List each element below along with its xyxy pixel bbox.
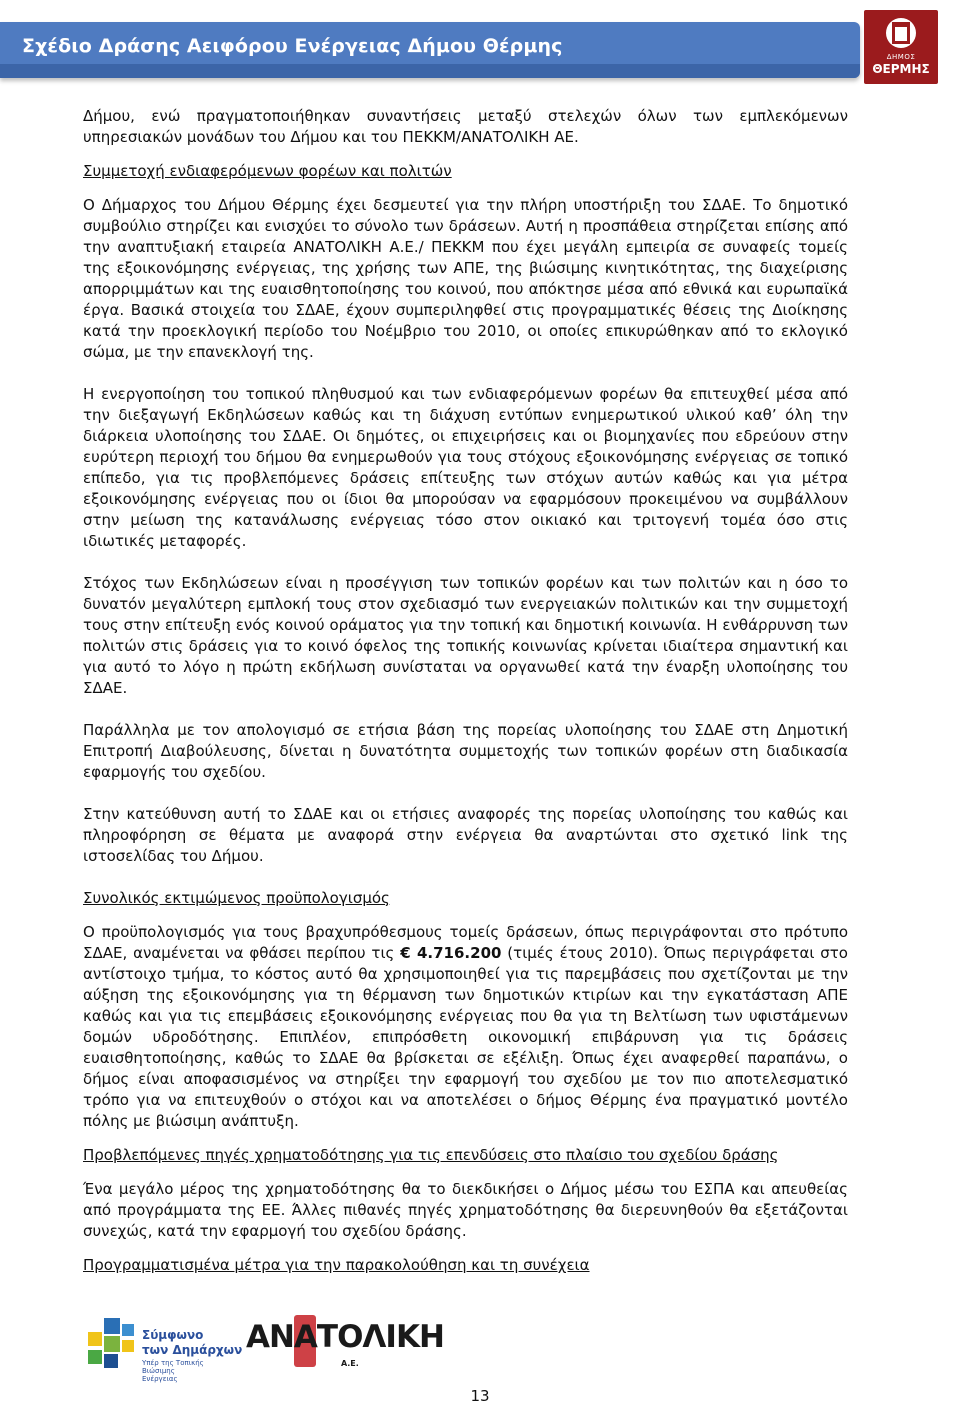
anatoliki-sub: Α.Ε. — [341, 1359, 359, 1368]
covenant-line1: Σύμφωνο — [142, 1328, 204, 1342]
heading-participation: Συμμετοχή ενδιαφερόμενων φορέων και πολιτών — [83, 162, 452, 180]
paragraph-mayor-part1: Ο Δήμαρχος του Δήμου Θέρμης έχει δεσμευτεί για την πλήρη υποστήριξη του ΣΔΑΕ. Το δημοτικό συμβούλιο στηρίζει και ενισχύει το σύνολο των δράσεων. Αυτή η προσπάθεια στηρίζεται επίσης από την αναπτυξιακή εταιρεία ΑΝΑΤΟΛΙΚΗ Α.Ε. — [83, 196, 848, 256]
covenant-grid-icon — [88, 1314, 138, 1374]
heading-budget: Συνολικός εκτιμώμενος προϋπολογισμός — [83, 889, 390, 907]
paragraph-budget-part1: Ο προϋπολογισμός για τους βραχυπρόθεσμους τομείς δράσεων, όπως περιγράφονται στο πρότυπο ΣΔΑΕ, αναμένεται να φθάσει περίπου τις — [83, 923, 848, 962]
covenant-of-mayors-logo — [88, 1310, 243, 1383]
heading-monitoring: Προγραμματισμένα μέτρα για την παρακολούθηση και τη συνέχεια — [83, 1256, 590, 1274]
paragraph-mayor — [83, 195, 848, 363]
document-title: Σχέδιο Δράσης Αειφόρου Ενέργειας Δήμου Θέρμης — [22, 35, 563, 57]
heading-funding: Προβλεπόμενες πηγές χρηματοδότησης για τις επενδύσεις στο πλαίσιο του σχεδίου δράσης — [83, 1146, 779, 1164]
paragraph-budget — [83, 922, 848, 1132]
budget-amount: € 4.716.200 — [400, 944, 502, 962]
document-body — [83, 106, 848, 1276]
paragraph-intro: Δήμου, ενώ πραγματοποιήθηκαν συναντήσεις μεταξύ στελεχών όλων των εμπλεκόμενων υπηρεσιακών μονάδων του Δήμου και του ΠΕΚΚΜ/ΑΝΑΤΟΛΙΚΗ ΑΕ. — [83, 107, 848, 146]
paragraph-parallel: Παράλληλα με τον απολογισμό σε ετήσια βάση της πορείας υλοποίησης του ΣΔΑΕ στη Δημοτική Επιτροπή Διαβούλευσης, δίνεται η δυνατότητα συμμετοχής των τοπικών φορέων στη διαδικασία εφαρμογής του σχεδίου. — [83, 721, 848, 781]
paragraph-activation: Η ενεργοποίηση του τοπικού πληθυσμού και των ενδιαφερόμενων φορέων θα επιτευχθεί μέσα από την διεξαγωγή Εκδηλώσεων καθώς και τη διάχυση εντύπων ενημερωτικού υλικού καθ’ όλη την διάρκεια υλοποίησης του ΣΔΑΕ. Οι δημότες, οι επιχειρήσεις και οι βιομηχανίες που εδρεύουν στην ευρύτερη περιοχή του δήμου θα ενημερωθούν για τους στόχους εξοικονόμησης ενέργειας σε τοπικό επίπεδο, για τις προβλεπόμενες δράσεις επίτευξης των στόχων αυτών καθώς και για μέτρα εξοικονόμησης ενέργειας που οι ίδιοι θα μπορούσαν να εφαρμόσουν προκειμένου να συμβάλλουν στην μείωση της κατανάλωσης ενέργειας τόσο στον οικιακό και τριτογενή τομέα όσο στις ιδιωτικές μεταφορές. — [83, 385, 848, 550]
header-bar — [0, 22, 860, 78]
logo-label-bottom: ΘΕΡΜΗΣ — [872, 62, 930, 76]
anatoliki-name: ΑΝΑΤΟΛΙΚΗ — [246, 1319, 444, 1355]
logo-mark-icon — [892, 22, 910, 44]
paragraph-goal: Στόχος των Εκδηλώσεων είναι η προσέγγιση των τοπικών φορέων και των πολιτών και η όσο το δυνατόν μεγαλύτερη εμπλοκή τους στον σχεδιασμό των ενεργειακών πολιτικών και την συμμετοχή τους στην επίτευξη ενός κοινού οράματος για την τοπική και δημοτική κοινωνία. Η ενθάρρυνση των πολιτών στις δράσεις για το κοινό όφελος της τοπικής κοινωνίας κρίνεται ιδιαίτερα σημαντική και για αυτό το λόγο η πρώτη εκδήλωση συνίσταται να οργανωθεί κατά την έναρξη υλοποίησης του ΣΔΑΕ. — [83, 574, 848, 697]
paragraph-direction: Στην κατεύθυνση αυτή το ΣΔΑΕ και οι ετήσιες αναφορές της πορείας υλοποίησης του καθώς και πληροφόρηση σε θέματα με αναφορά στην ενέργεια θα αναρτώνται στο σχετικό link της ιστοσελίδας του Δήμου. — [83, 805, 848, 865]
municipality-logo — [864, 10, 938, 84]
paragraph-mayor-part2: / ΠΕΚΚΜ που έχει μεγάλη εμπειρία σε συναφείς τομείς της εξοικονόμησης ενέργειας, της χρήσης των ΑΠΕ, της βιώσιμης κινητικότητας, της διαχείρισης απορριμμάτων και της ευαισθητοποίησης του κοινού, που απόκτησε μέσα από εθνικά και ευρωπαϊκά έργα. Βασικά στοιχεία του ΣΔΑΕ, έχουν συμπεριληφθεί στις προγραμματικές θέσεις της Διοίκησης κατά την προεκλογική περίοδο του Νοέμβριο του 2010, οι οποίες επικυρώθηκαν από το εκλογικό σώμα, με την επανεκλογή της. — [83, 238, 848, 361]
logo-label-top: ΔΗΜΟΣ — [886, 53, 916, 61]
page-number: 13 — [470, 1387, 490, 1405]
anatoliki-logo — [246, 1315, 444, 1385]
paragraph-budget-part2: (τιμές έτους 2010). Όπως περιγράφεται στο αντίστοιχο τμήμα, το κόστος αυτό θα χρησιμοποιηθεί για τις παρεμβάσεις που σχετίζονται με την αύξηση της εξοικονόμησης για τη θέρμανση των δημοτικών κτιρίων και την εγκατάσταση ΑΠΕ καθώς και για τις επεμβάσεις εξοικονόμησης ενέργειας που θα για τη Βελτίωση των υφιστάμενων δομών υδροδότησης. Επιπλέον, επιπρόσθετη οικονομική επιβάρυνση για τις δράσεις ευαισθητοποίησης, καθώς το ΣΔΑΕ θα βρίσκεται σε εξέλιξη. Όπως έχει αναφερθεί παραπάνω, ο δήμος είναι αποφασισμένος να στηρίξει την εφαρμογή του σχεδίου με τον πιο αποτελεσματικό τρόπο για να επιτευχθούν ο στόχοι και να αποτελέσει ο δήμος Θέρμης ένα πραγματικό μοντέλο πόλης με βιώσιμη ανάπτυξη. — [83, 944, 848, 1130]
paragraph-funding: Ένα μεγάλο μέρος της χρηματοδότησης θα το διεκδικήσει ο Δήμος μέσω του ΕΣΠΑ και απευθείας από προγράμματα της ΕΕ. Άλλες πιθανές πηγές χρηματοδότησης θα διερευνηθούν θα εξετάζονται συνεχώς, κατά την εφαρμογή του σχεδίου δράσης. — [83, 1180, 848, 1240]
covenant-line2: των Δημάρχων — [142, 1343, 243, 1357]
covenant-line3: Υπέρ της Τοπικής Βιώσιμης Ενέργειας — [142, 1359, 204, 1383]
